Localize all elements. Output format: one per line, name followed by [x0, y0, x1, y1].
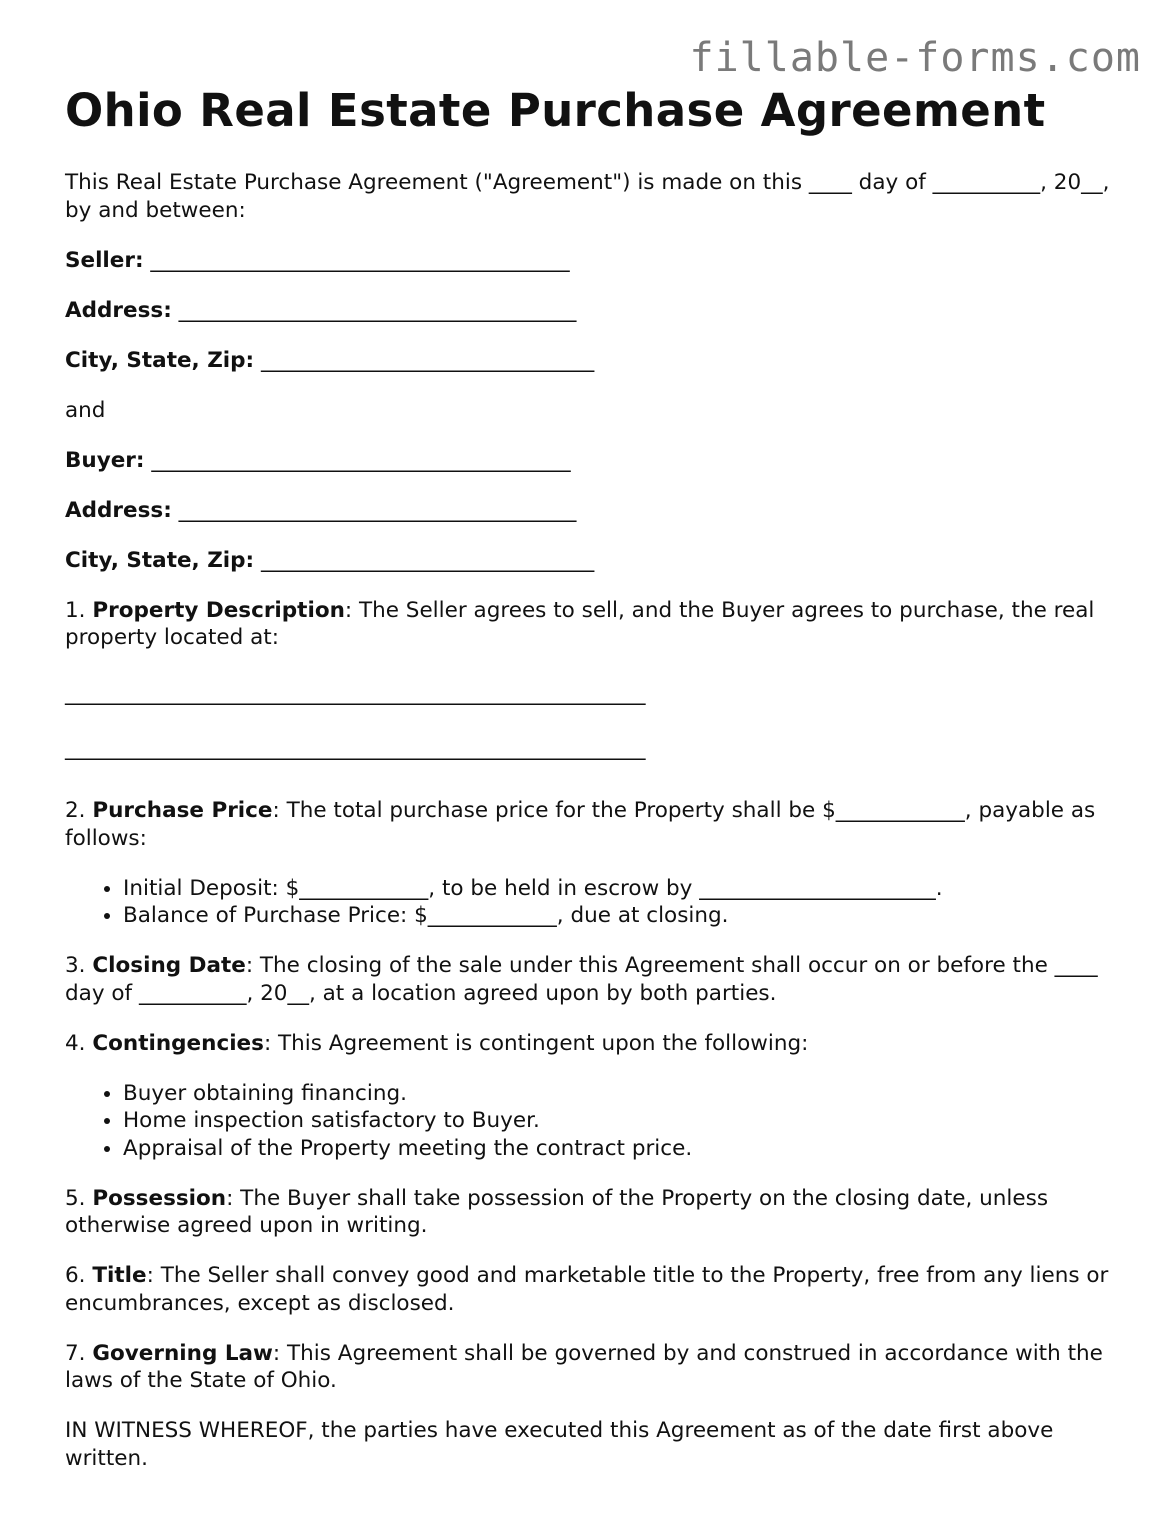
section-heading: Governing Law	[92, 1340, 273, 1366]
section-number: 6.	[65, 1263, 93, 1288]
section-heading: Closing Date	[92, 953, 246, 978]
seller-address-field[interactable]	[65, 297, 1125, 325]
watermark: fillable-forms.com	[689, 35, 1141, 81]
seller-name-blank[interactable]: _______________________________________	[143, 247, 570, 273]
section-property-description	[65, 597, 1125, 652]
buyer-city-label: City, State, Zip:	[65, 547, 255, 573]
section-heading: Title	[92, 1263, 147, 1288]
payment-list	[65, 875, 1125, 930]
buyer-address-field[interactable]	[65, 497, 1125, 525]
section-possession	[65, 1185, 1125, 1240]
page-title: Ohio Real Estate Purchase Agreement	[65, 84, 1046, 137]
list-item[interactable]: • Initial Deposit: $____________, to be held in escrow by ______________________.	[123, 875, 1125, 903]
buyer-city-field[interactable]	[65, 547, 1125, 575]
seller-city-label: City, State, Zip:	[65, 347, 255, 373]
buyer-address-label: Address:	[65, 497, 172, 523]
property-address-line-1[interactable]: ______________________________________________________	[65, 680, 646, 706]
list-item: • Appraisal of the Property meeting the contract price.	[123, 1135, 1125, 1163]
list-item: • Buyer obtaining financing.	[123, 1080, 1125, 1108]
contingency-list	[65, 1080, 1125, 1163]
section-title	[65, 1262, 1125, 1317]
witness-paragraph: IN WITNESS WHEREOF, the parties have executed this Agreement as of the date first above written.	[65, 1418, 1054, 1471]
intro-paragraph: This Real Estate Purchase Agreement ("Agreement") is made on this ____ day of __________, 20__, by and between:	[65, 170, 1110, 223]
section-number: 7.	[65, 1340, 93, 1366]
section-number: 1.	[65, 597, 93, 623]
buyer-address-blank[interactable]: _____________________________________	[171, 497, 577, 523]
section-text: : The closing of the sale under this Agreement shall occur on or before the ____ day of __________, 20__, at a location agreed upon by both parties.	[65, 953, 1098, 1006]
property-address-line-2[interactable]: ______________________________________________________	[65, 735, 646, 761]
buyer-city-blank[interactable]: _______________________________	[254, 547, 595, 573]
seller-address-blank[interactable]: _____________________________________	[171, 297, 577, 323]
section-text: : This Agreement shall be governed by and construed in accordance with the laws of the State of Ohio.	[65, 1340, 1103, 1393]
section-purchase-price	[65, 797, 1125, 852]
section-heading: Purchase Price	[92, 798, 273, 823]
section-text: : This Agreement is contingent upon the following:	[263, 1030, 809, 1056]
section-text: : The Seller agrees to sell, and the Buyer agrees to purchase, the real property located at:	[65, 597, 1095, 650]
section-text: : The total purchase price for the Property shall be $____________, payable as follows:	[65, 798, 1096, 851]
section-text: : The Buyer shall take possession of the Property on the closing date, unless otherwise agreed upon in writing.	[65, 1185, 1049, 1238]
seller-address-label: Address:	[65, 297, 172, 323]
section-contingencies	[65, 1030, 1125, 1058]
buyer-name-blank[interactable]: _______________________________________	[144, 447, 571, 473]
section-number: 3.	[65, 953, 93, 978]
buyer-label: Buyer:	[65, 447, 145, 473]
section-number: 2.	[65, 798, 93, 823]
seller-city-blank[interactable]: _______________________________	[254, 347, 595, 373]
section-heading: Possession	[92, 1185, 227, 1211]
buyer-name-field[interactable]	[65, 447, 1125, 475]
section-text: : The Seller shall convey good and marketable title to the Property, free from any liens or encumbrances, except as disclosed.	[65, 1263, 1109, 1316]
seller-name-field[interactable]	[65, 247, 1125, 275]
section-heading: Property Description	[92, 597, 345, 623]
seller-label: Seller:	[65, 247, 144, 273]
seller-city-field[interactable]	[65, 347, 1125, 375]
section-number: 4.	[65, 1030, 93, 1056]
section-governing-law	[65, 1340, 1125, 1395]
section-heading: Contingencies	[92, 1030, 264, 1056]
list-item: • Home inspection satisfactory to Buyer.	[123, 1107, 1125, 1135]
section-closing-date	[65, 952, 1125, 1007]
section-number: 5.	[65, 1185, 93, 1211]
and-text: and	[65, 397, 106, 423]
list-item[interactable]: • Balance of Purchase Price: $____________, due at closing.	[123, 902, 1125, 930]
document-page	[65, 82, 1125, 1472]
